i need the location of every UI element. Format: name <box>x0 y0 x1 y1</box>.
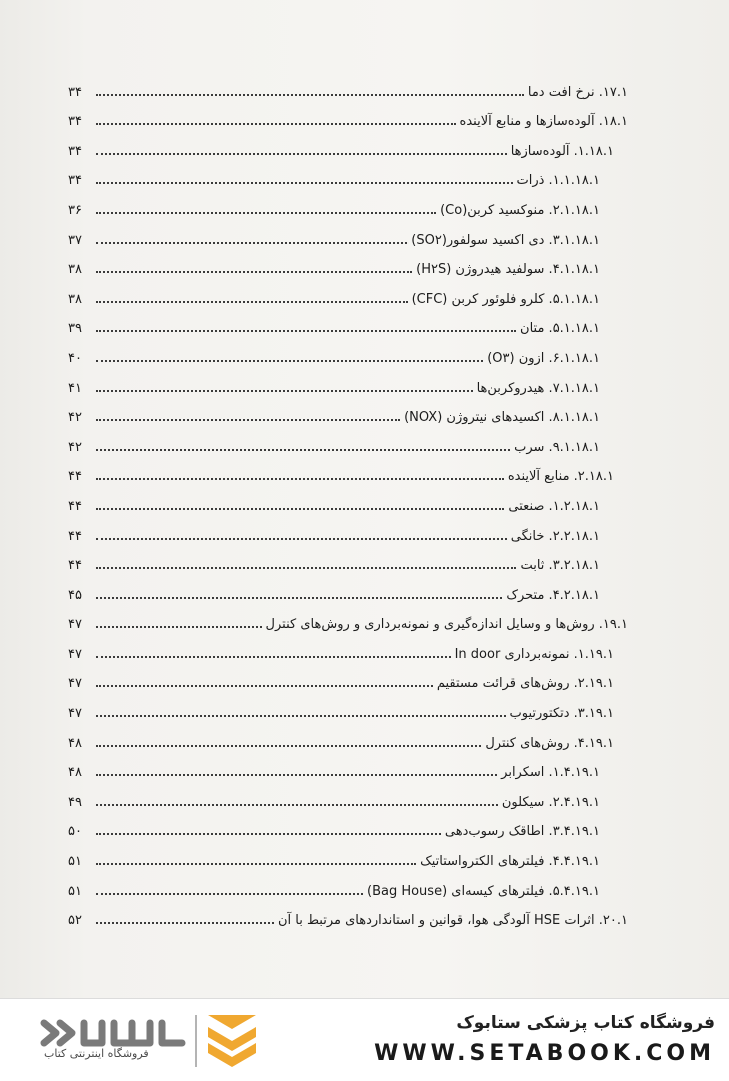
toc-entry-title: ۳.۴.۱۹.۱. اطاقک رسوب‌دهی <box>444 824 600 840</box>
toc-entry <box>68 812 628 842</box>
toc-entry <box>68 664 628 694</box>
toc-entry <box>68 279 628 309</box>
toc-entry-title: ۱.۲.۱۸.۱. صنعتی <box>508 498 600 514</box>
toc-entry-title: ۳.۱.۱۸.۱. دی اکسید سولفور(SO۲) <box>411 232 600 248</box>
toc-entry <box>68 398 628 428</box>
toc-page-number: ۴۷ <box>68 617 82 633</box>
dot-leader <box>96 715 506 717</box>
dot-leader <box>96 478 504 480</box>
toc-entry-title: ۲.۲.۱۸.۱. خانگی <box>510 528 600 544</box>
toc-page-number: ۳۸ <box>68 262 82 278</box>
toc-entry-title: ۱.۱۹.۱. نمونه‌برداری In door <box>454 646 614 662</box>
dot-leader <box>96 893 363 895</box>
dot-leader <box>96 685 433 687</box>
dot-leader <box>96 567 516 569</box>
toc-page-number: ۴۴ <box>68 528 82 544</box>
dot-leader <box>96 508 504 510</box>
dot-leader <box>96 242 407 244</box>
toc-page-number: ۳۹ <box>68 321 82 337</box>
toc-entry-title: ۱۷.۱. نرخ افت دما <box>527 84 628 100</box>
toc-entry-title: ۱.۱.۱۸.۱. ذرات <box>516 173 600 189</box>
dot-leader <box>96 449 510 451</box>
toc-entry <box>68 782 628 812</box>
toc-page-number: ۳۴ <box>68 173 82 189</box>
dot-leader <box>96 774 497 776</box>
toc-entry <box>68 516 628 546</box>
toc-page-number: ۳۸ <box>68 291 82 307</box>
toc-entry-title: ۱.۱۸.۱. آلوده‌سازها <box>510 143 614 159</box>
toc-page-number: ۳۶ <box>68 202 82 218</box>
store-url[interactable]: WWW.SETABOOK.COM <box>374 1041 715 1066</box>
store-footer <box>0 998 729 1081</box>
toc-entry <box>68 190 628 220</box>
toc-page-number: ۴۹ <box>68 794 82 810</box>
toc-entry <box>68 368 628 398</box>
toc-page-number: ۴۷ <box>68 676 82 692</box>
toc-entry <box>68 693 628 723</box>
dot-leader <box>96 597 502 599</box>
toc-entry-title: ۵.۱.۱۸.۱. متان <box>520 321 600 337</box>
dot-leader <box>96 123 456 125</box>
toc-entry <box>68 723 628 753</box>
toc-entry-title: ۴.۱.۱۸.۱. سولفید هیدروژن (H۲S) <box>416 262 600 278</box>
toc-entry <box>68 486 628 516</box>
dot-leader <box>96 153 507 155</box>
table-of-contents <box>68 72 628 930</box>
dot-leader <box>96 182 513 184</box>
toc-entry <box>68 841 628 871</box>
dot-leader <box>96 212 436 214</box>
toc-page-number: ۴۸ <box>68 735 82 751</box>
toc-page-number: ۴۷ <box>68 646 82 662</box>
toc-entry <box>68 546 628 576</box>
logo-tagline: فروشگاه اینترنتی کتاب <box>44 1047 149 1060</box>
dot-leader <box>96 360 483 362</box>
toc-entry <box>68 250 628 280</box>
toc-entry <box>68 161 628 191</box>
dot-leader <box>96 863 416 865</box>
toc-page-number: ۳۴ <box>68 84 82 100</box>
toc-page-number: ۴۴ <box>68 558 82 574</box>
toc-entry <box>68 102 628 132</box>
dot-leader <box>96 330 516 332</box>
toc-entry <box>68 309 628 339</box>
toc-entry <box>68 72 628 102</box>
toc-page-number: ۴۱ <box>68 380 82 396</box>
toc-entry <box>68 131 628 161</box>
dot-leader <box>96 626 262 628</box>
toc-entry-title: ۳.۱۹.۱. دتکتورتیوب <box>509 706 614 722</box>
toc-entry <box>68 427 628 457</box>
dot-leader <box>96 94 524 96</box>
dot-leader <box>96 301 408 303</box>
dot-leader <box>96 804 498 806</box>
chevron-stack-icon <box>208 1015 256 1067</box>
toc-page-number: ۵۱ <box>68 883 82 899</box>
toc-entry <box>68 634 628 664</box>
toc-entry-title: ۹.۱.۱۸.۱. سرب <box>514 439 600 455</box>
toc-entry-title: ۵.۴.۱۹.۱. فیلترهای کیسه‌ای (Bag House) <box>366 883 600 899</box>
toc-entry <box>68 605 628 635</box>
toc-entry-title: ۷.۱.۱۸.۱. هیدروکربن‌ها <box>476 380 600 396</box>
toc-page-number: ۴۴ <box>68 469 82 485</box>
dot-leader <box>96 390 473 392</box>
toc-entry-title: ۲۰.۱. اثرات HSE آلودگی هوا، قوانین و استانداردهای مرتبط با آن <box>277 913 628 929</box>
store-name: فروشگاه کتاب پزشکی ستابوک <box>456 1013 715 1033</box>
toc-page-number: ۴۸ <box>68 765 82 781</box>
toc-entry-title: ۶.۱.۱۸.۱. ازون (O۳) <box>487 350 600 366</box>
dot-leader <box>96 538 507 540</box>
toc-entry-title: ۱۸.۱. آلوده‌سازها و منابع آلاینده <box>459 114 628 130</box>
toc-entry <box>68 338 628 368</box>
toc-entry <box>68 457 628 487</box>
toc-page-number: ۴۴ <box>68 498 82 514</box>
dot-leader <box>96 833 441 835</box>
toc-entry-title: ۱۹.۱. روش‌ها و وسایل اندازه‌گیری و نمونه‌برداری و روش‌های کنترل <box>265 617 628 633</box>
toc-entry-title: ۴.۴.۱۹.۱. فیلترهای الکترواستاتیک <box>420 854 600 870</box>
toc-page-number: ۴۵ <box>68 587 82 603</box>
dot-leader <box>96 656 451 658</box>
setabook-logo <box>36 1009 281 1073</box>
wordmark-graphic <box>44 1023 182 1043</box>
toc-page-number: ۵۰ <box>68 824 82 840</box>
toc-entry-title: ۳.۲.۱۸.۱. ثابت <box>520 558 600 574</box>
toc-page-number: ۴۰ <box>68 350 82 366</box>
toc-page-number: ۵۲ <box>68 913 82 929</box>
toc-entry <box>68 220 628 250</box>
toc-page-number: ۳۷ <box>68 232 82 248</box>
toc-page-number: ۳۴ <box>68 143 82 159</box>
toc-page-number: ۴۲ <box>68 439 82 455</box>
dot-leader <box>96 745 481 747</box>
toc-page-number: ۳۴ <box>68 114 82 130</box>
toc-entry-title: ۲.۱۹.۱. روش‌های قرائت مستقیم <box>436 676 614 692</box>
toc-entry-title: ۱.۴.۱۹.۱. اسکرابر <box>501 765 600 781</box>
toc-entry <box>68 871 628 901</box>
toc-entry <box>68 753 628 783</box>
toc-entry-title: ۲.۱۸.۱. منابع آلاینده <box>507 469 614 485</box>
toc-page-number: ۴۷ <box>68 706 82 722</box>
toc-entry-title: ۴.۲.۱۸.۱. متحرک <box>506 587 600 603</box>
dot-leader <box>96 922 274 924</box>
store-info <box>374 1013 715 1066</box>
toc-entry-title: ۲.۱.۱۸.۱. منوکسید کربن(Co) <box>440 202 600 218</box>
dot-leader <box>96 271 412 273</box>
toc-entry <box>68 901 628 931</box>
toc-entry-title: ۸.۱.۱۸.۱. اکسیدهای نیتروژن (NOX) <box>404 410 600 426</box>
dot-leader <box>96 419 400 421</box>
toc-entry-title: ۵.۱.۱۸.۱. کلرو فلوئور کربن (CFC) <box>411 291 600 307</box>
toc-page-number: ۴۲ <box>68 410 82 426</box>
toc-entry-title: ۴.۱۹.۱. روش‌های کنترل <box>485 735 614 751</box>
toc-page-number: ۵۱ <box>68 854 82 870</box>
toc-entry-title: ۲.۴.۱۹.۱. سیکلون <box>501 794 600 810</box>
toc-entry <box>68 575 628 605</box>
